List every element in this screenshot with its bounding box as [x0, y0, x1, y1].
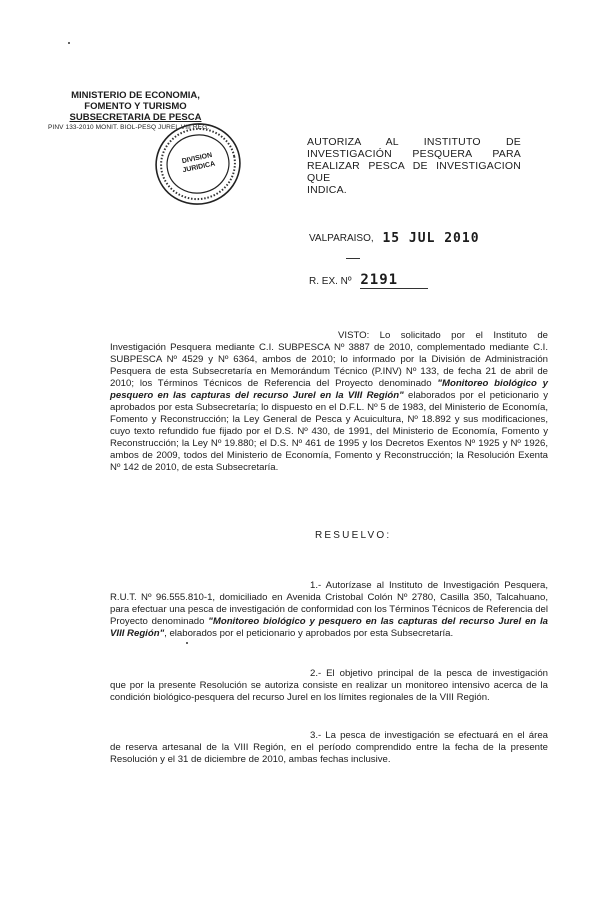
reference-code: PINV 133-2010 MONIT. BIOL-PESQ JUREL VIII REG.: [48, 124, 210, 131]
place-and-date: [309, 230, 480, 245]
resolution-number: [309, 272, 428, 289]
visto-project-name: "Monitoreo biológico y pesquero en las capturas del recurso Jurel en la VIII Región": [110, 378, 548, 401]
visto-paragraph: [110, 330, 548, 474]
resuelvo-heading: RESUELVO:: [315, 530, 392, 541]
place-label: VALPARAISO,: [309, 233, 374, 244]
scan-speck: [186, 642, 188, 644]
article-1-text-continued: , elaborados por el peticionario y aprobados por esta Subsecretaría.: [164, 628, 454, 639]
visto-text: VISTO: Lo solicitado por el Instituto de Investigación Pesquera mediante C.I. SUBPESCA Nº 3887 de 2010, complementado mediante C.I. SUBPESCA Nº 4529 y Nº 6364, ambos de 2010; lo informado por la División de Administración Pesquera de esta Subsecretaría en Memorándum Técnico (P.INV) Nº 133, de fecha 21 de abril de 2010; los Términos Técnicos de Referencia del Proyecto denominado: [110, 330, 548, 389]
article-1: [110, 580, 548, 640]
subject-line: INDICA.: [307, 184, 347, 196]
article-2-text: 2.- El objetivo principal de la pesca de investigación que por la presente Resolución se autoriza consiste en realizar un monitoreo intensivo acerca de la condición biológico-pesquera del recurso Jurel en los límites regionales de la VIII Región.: [110, 668, 548, 703]
subject-line: INVESTIGACIÓN PESQUERA PARA: [307, 148, 521, 160]
stamp-label: DIVISION JURIDICA: [181, 151, 216, 175]
resolution-label: R. EX. Nº: [309, 276, 352, 287]
article-1-text: 1.- Autorízase al Instituto de Investigación Pesquera, R.U.T. Nº 96.555.810-1, domiciliado en Avenida Cristobal Colón Nº 2780, Casilla 350, Talcahuano, para efectuar una pesca de investigación de conformidad con los Términos Técnicos de Referencia del Proyecto denominado: [110, 580, 549, 627]
ministry-name-line3: SUBSECRETARIA DE PESCA: [69, 112, 202, 123]
subject-line: AUTORIZA AL INSTITUTO DE: [307, 136, 521, 148]
date-stamp: 15 JUL 2010: [382, 231, 480, 246]
ministry-name-line2: FOMENTO Y TURISMO: [84, 101, 187, 112]
resolution-subject: [307, 136, 521, 196]
resolution-number-value: 2191: [360, 272, 428, 289]
article-2: [110, 668, 548, 704]
visto-text-continued: elaborados por el peticionario y aprobados por esta Subsecretaría; lo dispuesto en el D.F.L. Nº 5 de 1983, del Ministerio de Economía, Fomento y Reconstrucción; la Ley General de Pesca y Acuicultura, Nº 18.892 y sus modificaciones, cuyo texto refundido fue fijado por el D.S. Nº 430, de 1991, del Ministerio de Economía, Fomento y Reconstrucción; la Ley Nº 19.880; el D.S. Nº 461 de 1995 y los Decretos Exentos Nº 1925 y Nº 1926, ambos de 2009, todos del Ministerio de Economía, Fomento y Reconstrucción; la Resolución Exenta Nº 142 de 2010, de esta Subsecretaría.: [110, 390, 548, 473]
handwritten-dash: [346, 258, 360, 259]
scan-speck: [68, 42, 70, 44]
ministry-name-line1: MINISTERIO DE ECONOMIA,: [71, 90, 200, 101]
article-3: [110, 730, 548, 766]
subject-line: REALIZAR PESCA DE INVESTIGACION QUE: [307, 160, 521, 184]
article-3-text: 3.- La pesca de investigación se efectuará en el área de reserva artesanal de la VIII Región, en el período comprendido entre la fecha de la presente Resolución y el 31 de diciembre de 2010, ambas fechas inclusive.: [110, 730, 548, 765]
division-juridica-stamp: [152, 118, 244, 210]
article-1-project-name: "Monitoreo biológico y pesquero en las capturas del recurso Jurel en la VIII Región": [110, 616, 548, 639]
